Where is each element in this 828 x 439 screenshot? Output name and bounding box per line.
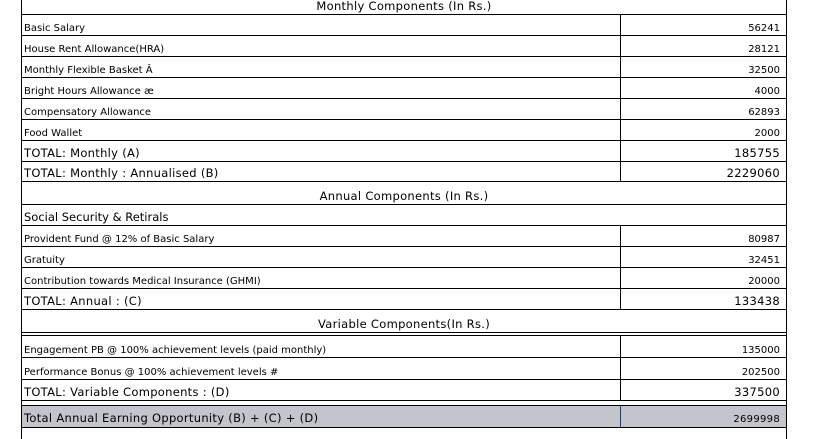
total-annual-value: 133438 [734, 294, 780, 308]
column-divider [620, 358, 621, 380]
row-label: Engagement PB @ 100% achievement levels (paid monthly) [24, 345, 327, 356]
row-label: House Rent Allowance(HRA) [24, 44, 165, 55]
row-label: Bright Hours Allowance æ [24, 86, 154, 97]
variable-components-header [22, 310, 786, 333]
column-divider [620, 120, 621, 141]
total-annualised-row [22, 162, 786, 182]
row-value: 56241 [748, 23, 780, 34]
grand-total-row [22, 405, 786, 428]
total-annualised-value: 2229060 [726, 166, 780, 180]
row-value: 80987 [748, 234, 780, 245]
row-label: Provident Fund @ 12% of Basic Salary [24, 234, 215, 245]
column-divider [620, 78, 621, 99]
total-variable-label: TOTAL: Variable Components : (D) [24, 385, 230, 399]
row-label: Food Wallet [24, 128, 83, 139]
table-row [22, 99, 786, 120]
row-value: 28121 [748, 44, 780, 55]
variable-components-title: Variable Components(In Rs.) [317, 317, 491, 331]
table-row [22, 226, 786, 247]
column-divider [620, 247, 621, 268]
table-row [22, 247, 786, 268]
annual-components-header [22, 182, 786, 205]
total-variable-row [22, 380, 786, 401]
social-security-section [22, 205, 786, 226]
row-label: Performance Bonus @ 100% achievement levels # [24, 367, 279, 378]
column-divider [620, 15, 621, 36]
column-divider [620, 99, 621, 120]
row-label: Compensatory Allowance [24, 107, 152, 118]
row-value: 62893 [748, 107, 780, 118]
row-value: 20000 [748, 276, 780, 287]
column-divider [620, 141, 621, 162]
total-annual-label: TOTAL: Annual : (C) [24, 294, 142, 308]
row-label: Contribution towards Medical Insurance (GHMI) [24, 276, 261, 287]
total-annualised-label: TOTAL: Monthly : Annualised (B) [24, 166, 219, 180]
column-divider [620, 162, 621, 182]
total-annual-row [22, 289, 786, 310]
row-value: 135000 [741, 345, 780, 356]
column-divider [620, 380, 621, 401]
row-value: 32500 [748, 65, 780, 76]
column-divider [620, 226, 621, 247]
monthly-components-header [22, 0, 786, 15]
monthly-components-title: Monthly Components (In Rs.) [316, 0, 492, 13]
total-monthly-label: TOTAL: Monthly (A) [24, 146, 140, 160]
table-row [22, 78, 786, 99]
row-value: 2000 [754, 128, 780, 139]
column-divider [620, 289, 621, 310]
grand-total-label: Total Annual Earning Opportunity (B) + (C) + (D) [24, 411, 319, 425]
column-divider [620, 36, 621, 57]
column-divider [620, 268, 621, 289]
total-monthly-row [22, 141, 786, 162]
row-label: Gratuity [24, 255, 65, 266]
total-monthly-value: 185755 [734, 146, 780, 160]
annual-components-title: Annual Components (In Rs.) [319, 189, 489, 203]
salary-breakdown-table [21, 0, 787, 439]
grand-total-value: 2699998 [733, 414, 780, 425]
row-value: 4000 [754, 86, 780, 97]
table-row [22, 268, 786, 289]
column-divider [620, 406, 621, 428]
row-label: Basic Salary [24, 23, 86, 34]
table-row [22, 336, 786, 358]
table-row [22, 57, 786, 78]
table-row [22, 120, 786, 141]
total-variable-value: 337500 [734, 385, 780, 399]
row-value: 32451 [748, 255, 780, 266]
table-row [22, 36, 786, 57]
social-security-label: Social Security & Retirals [24, 210, 169, 224]
column-divider [620, 336, 621, 358]
row-value: 202500 [741, 367, 780, 378]
table-row [22, 358, 786, 380]
row-label: Monthly Flexible Basket Â [24, 65, 153, 76]
table-row [22, 15, 786, 36]
column-divider [620, 57, 621, 78]
